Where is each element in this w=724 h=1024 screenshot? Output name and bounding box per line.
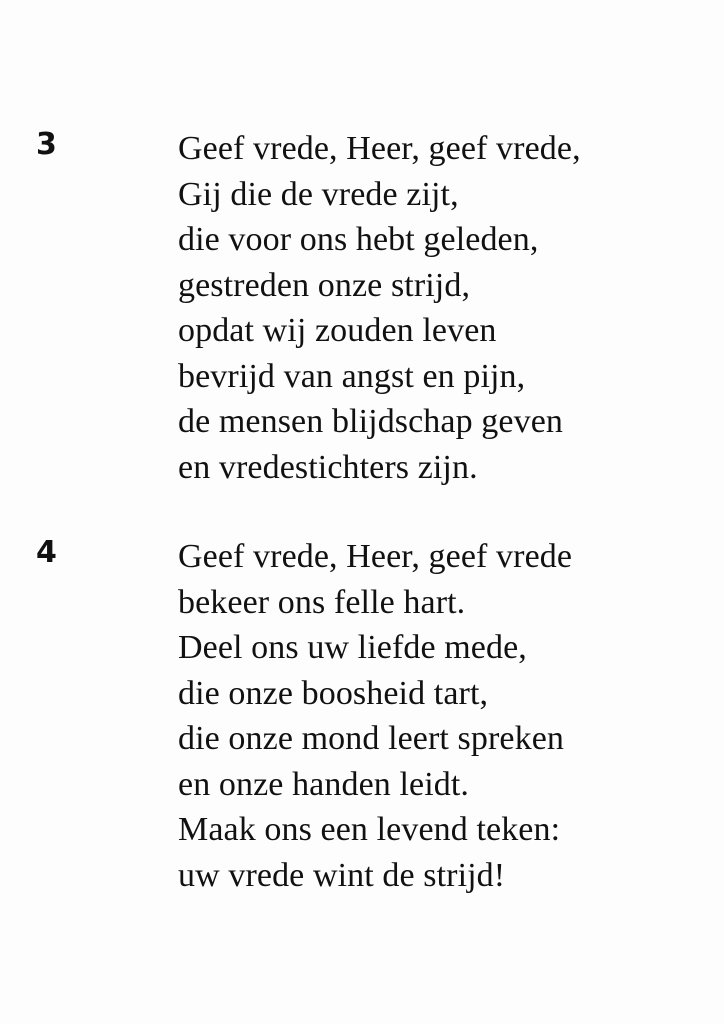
verse-line: de mensen blijdschap geven — [178, 403, 563, 440]
verse-line: Geef vrede, Heer, geef vrede — [178, 538, 573, 575]
verse-line: die onze boosheid tart, — [178, 674, 489, 712]
verse-lines — [178, 534, 698, 898]
verse-line: Gij die de vrede zijt, — [178, 175, 459, 213]
verse-line: uw vrede wint de strijd! — [178, 856, 506, 894]
verse-line: Geef vrede, Heer, geef vrede, — [178, 130, 581, 167]
verse-line: en onze handen leidt. — [178, 765, 469, 803]
verse-line: gestreden onze strijd, — [178, 266, 471, 304]
verse-line: Deel ons uw liefde mede, — [178, 629, 527, 666]
verse-line: die onze mond leert spreken — [178, 720, 564, 757]
verse-lines — [178, 126, 698, 490]
verse-number: 3 — [36, 127, 57, 162]
verse-line: bevrijd van angst en pijn, — [178, 357, 526, 395]
verse-line: Maak ons een levend teken: — [178, 811, 561, 848]
verse-line: opdat wij zouden leven — [178, 312, 497, 349]
verse-line: bekeer ons felle hart. — [178, 583, 466, 621]
verse-line: die voor ons hebt geleden, — [178, 221, 539, 258]
verse-line: en vredestichters zijn. — [178, 448, 478, 486]
verse-number: 4 — [36, 535, 57, 570]
